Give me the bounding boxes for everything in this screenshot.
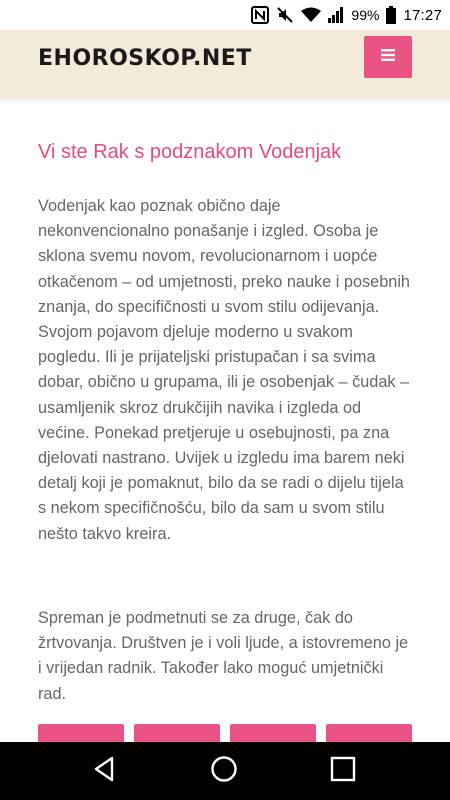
share-button-4[interactable] [326, 724, 412, 744]
header-shadow [0, 98, 450, 104]
site-logo[interactable]: EHOROSKOP.NET [38, 46, 252, 71]
status-bar [0, 0, 450, 30]
article-paragraph-2: Spreman je podmetnuti se za druge, čak do žrtvovanja. Društven je i voli ljude, a istovremeno je i vrijedan radnik. Također lako moguć umjetnički rad. [38, 609, 409, 703]
article-paragraph-1: Vodenjak kao poznak obično daje nekonvencionalno ponašanje i izgled. Osoba je sklona svemu novom, revolucionarnom i uopće otkačenom – od umjetnosti, preko nauke i posebnih znanja, do specifičnosti u svom stilu odijevanja. Svojom pojavom djeluje moderno u svakom pogledu. Ili je prijateljski pristupačan i sa svima dobar, obično u grupama, ili je osobenjak – čudak – usamljenik skroz drukčijih navika i izgleda od većine. Ponekad pretjeruje u osebujnosti, pa zna djelovati nastrano. Uvijek u izgledu ima barem neki detalj koji je pomaknut, bilo da se radi o dijelu tijela s nekom specifičnošću, bilo da sam u svom stilu nešto takvo kreira. [38, 197, 410, 543]
recents-icon [330, 756, 356, 787]
signal-icon [328, 7, 344, 23]
article-title: Vi ste Rak s podznakom Vodenjak [38, 141, 342, 163]
share-button-3[interactable] [230, 724, 316, 744]
site-header [0, 30, 450, 98]
share-button-2[interactable] [134, 724, 220, 744]
status-icons [251, 5, 442, 25]
share-buttons-row [38, 724, 414, 744]
share-button-1[interactable] [38, 724, 124, 744]
menu-button[interactable] [364, 36, 412, 78]
home-icon [210, 755, 238, 788]
battery-percent: 99% [351, 7, 380, 23]
back-button[interactable] [85, 751, 125, 791]
back-icon [92, 756, 118, 787]
hamburger-menu-icon [381, 48, 395, 66]
battery-icon [386, 6, 396, 24]
mute-icon [276, 6, 294, 24]
home-button[interactable] [204, 751, 244, 791]
nfc-icon [251, 6, 269, 24]
recents-button[interactable] [323, 751, 363, 791]
wifi-icon [301, 7, 321, 23]
navigation-bar [0, 742, 450, 800]
clock: 17:27 [403, 6, 442, 24]
